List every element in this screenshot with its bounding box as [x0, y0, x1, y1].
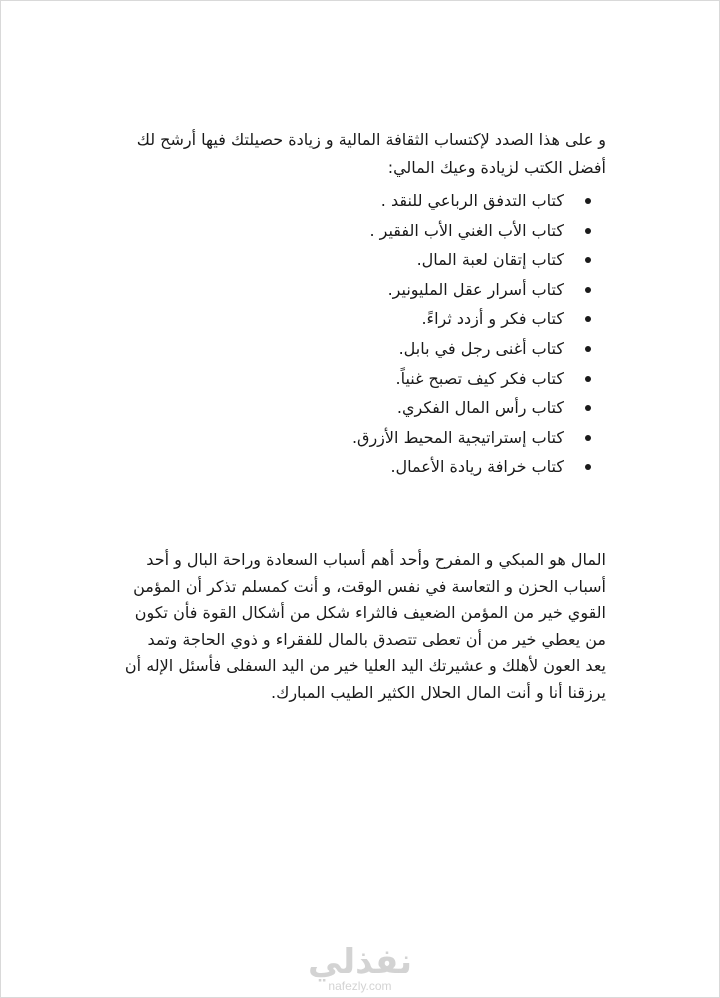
bullet-icon	[585, 376, 591, 382]
bullet-icon	[585, 346, 591, 352]
book-title: كتاب فكر كيف تصبح غنياً.	[395, 368, 564, 388]
bullet-icon	[585, 405, 591, 411]
book-list-item	[124, 423, 606, 453]
book-list-item	[124, 334, 606, 364]
book-title: كتاب أغنى رجل في بابل.	[398, 338, 564, 358]
bullet-icon	[585, 228, 591, 234]
bullet-icon	[585, 316, 591, 322]
book-title: كتاب إتقان لعبة المال.	[416, 250, 564, 270]
book-list-item	[124, 452, 606, 482]
bullet-icon	[585, 464, 591, 470]
book-title: كتاب أسرار عقل المليونير.	[387, 279, 564, 299]
book-title: كتاب رأس المال الفكري.	[396, 398, 564, 418]
bullet-icon	[585, 257, 591, 263]
bullet-icon	[585, 287, 591, 293]
watermark-logo: نفذلي	[307, 942, 413, 982]
book-list	[124, 186, 606, 482]
book-list-item	[124, 393, 606, 423]
book-title: كتاب إستراتيجية المحيط الأزرق.	[351, 427, 564, 447]
book-list-item	[124, 245, 606, 275]
book-title: كتاب فكر و أزدد ثراءً.	[421, 309, 564, 329]
bullet-icon	[585, 435, 591, 441]
book-title: كتاب التدفق الرباعي للنقد .	[380, 191, 564, 210]
book-title: كتاب خرافة ريادة الأعمال.	[390, 457, 564, 477]
intro-paragraph: و على هذا الصدد لإكتساب الثقافة المالية و زيادة حصيلتك فيها أرشح لك أفضل الكتب لزيادة وعيك المالي:	[136, 130, 606, 177]
book-list-item	[124, 364, 606, 394]
book-title: كتاب الأب الغني الأب الفقير .	[369, 220, 564, 240]
book-list-item	[124, 304, 606, 334]
book-list-item	[124, 275, 606, 305]
watermark	[300, 944, 420, 992]
closing-paragraph: المال هو المبكي و المفرح وأحد أهم أسباب السعادة وراحة البال و أحد أسباب الحزن و التعاسة في نفس الوقت، و أنت كمسلم تذكر أن المؤمن القوي خير من المؤمن الضعيف فالثراء شكل من أشكال القوة فأن تكون من يعطي خير من أن تعطى تتصدق بالمال للفقراء و ذوي الحاجة وتمد يعد العون لأهلك و عشيرتك اليد العليا خير من اليد السفلى فأسئل الإله أن يرزقنا أنا و أنت المال الحلال الكثير الطيب المبارك.	[124, 550, 606, 702]
bullet-icon	[585, 198, 591, 204]
book-list-item	[124, 186, 606, 216]
watermark-url: nafezly.com	[328, 979, 392, 993]
book-list-item	[124, 216, 606, 246]
